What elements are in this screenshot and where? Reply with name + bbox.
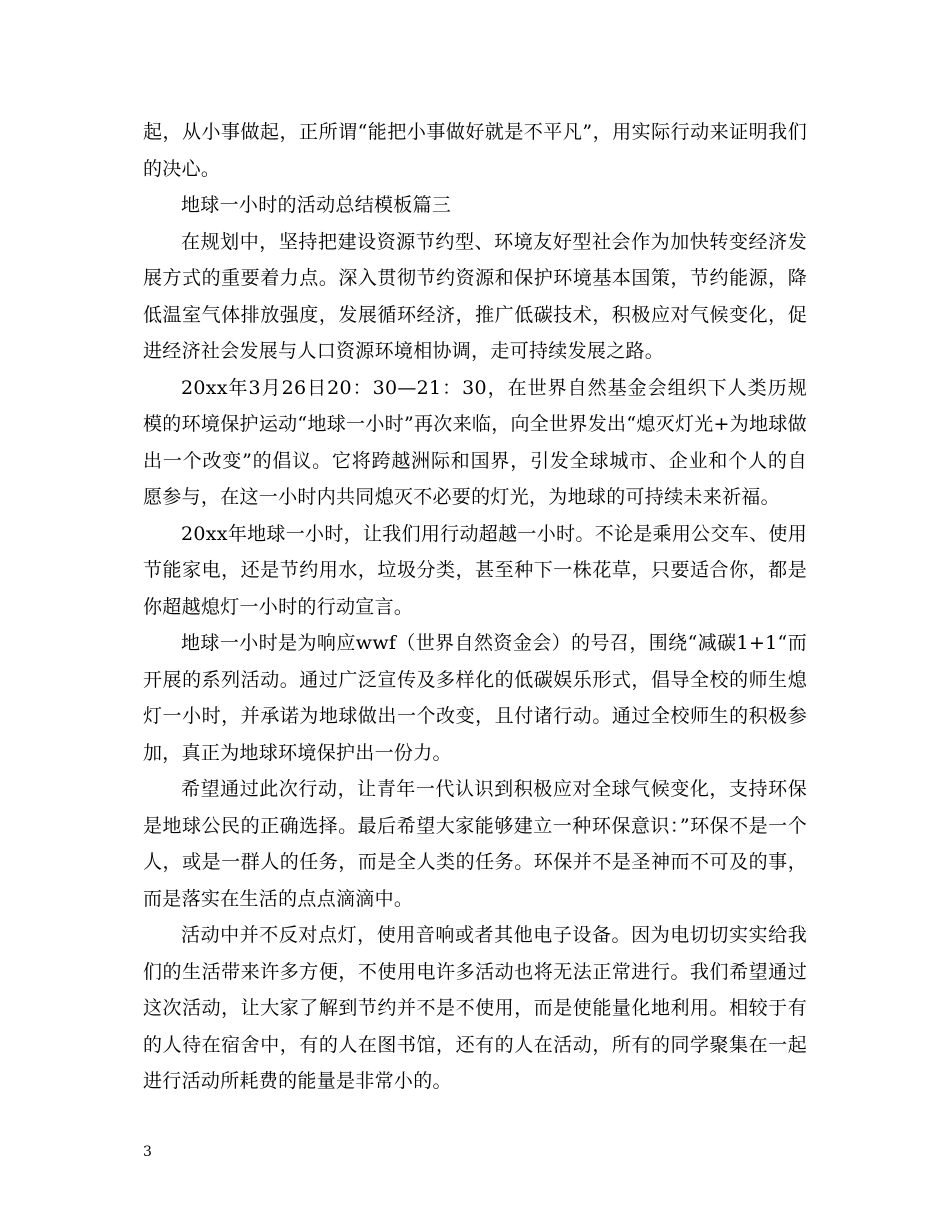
paragraph-6: 地球一小时是为响应wwf（世界自然资金会）的号召，围绕“减碳1+1“而开展的系列活动。通过广泛宣传及多样化的低碳娱乐形式，倡导全校的师生熄灯一小时，并承诺为地球做出一个改变，且付诸行动。通过全校师生的积极参加，真正为地球环境保护出一份力。 <box>143 632 807 764</box>
page-number: 3 <box>143 1144 152 1160</box>
section-heading: 地球一小时的活动总结模板篇三 <box>181 194 452 216</box>
paragraph-7: 希望通过此次行动，让青年一代认识到积极应对全球气候变化，支持环保是地球公民的正确选择。最后希望大家能够建立一种环保意识：”环保不是一个人，或是一群人的任务，而是全人类的任务。环保并不是圣神而不可及的事，而是落实在生活的点点滴滴中。 <box>143 778 807 910</box>
paragraph-1: 起，从小事做起，正所谓“能把小事做好就是不平凡”，用实际行动来证明我们的决心。 <box>143 121 807 180</box>
body-text <box>143 114 807 1100</box>
paragraph-3: 在规划中，坚持把建设资源节约型、环境友好型社会作为加快转变经济发展方式的重要着力点。深入贯彻节约资源和保护环境基本国策，节约能源，降低温室气体排放强度，发展循环经济，推广低碳技术，积极应对气候变化，促进经济社会发展与人口资源环境相协调，走可持续发展之路。 <box>143 230 807 362</box>
paragraph-5: 20xx年地球一小时，让我们用行动超越一小时。不论是乘用公交车、使用节能家电，还是节约用水，垃圾分类，甚至种下一株花草，只要适合你，都是你超越熄灯一小时的行动宣言。 <box>143 522 807 618</box>
paragraph-8: 活动中并不反对点灯，使用音响或者其他电子设备。因为电切切实实给我们的生活带来许多方便，不使用电许多活动也将无法正常进行。我们希望通过这次活动，让大家了解到节约并不是不使用，而是使能量化地利用。相较于有的人待在宿舍中，有的人在图书馆，还有的人在活动，所有的同学聚集在一起进行活动所耗费的能量是非常小的。 <box>143 924 807 1092</box>
paragraph-4: 20xx年3月26日20：30—21：30，在世界自然基金会组织下人类历规模的环境保护运动“地球一小时”再次来临，向全世界发出“熄灭灯光+为地球做出一个改变”的倡议。它将跨越洲际和国界，引发全球城市、企业和个人的自愿参与，在这一小时内共同熄灭不必要的灯光，为地球的可持续未来祈福。 <box>143 376 807 508</box>
